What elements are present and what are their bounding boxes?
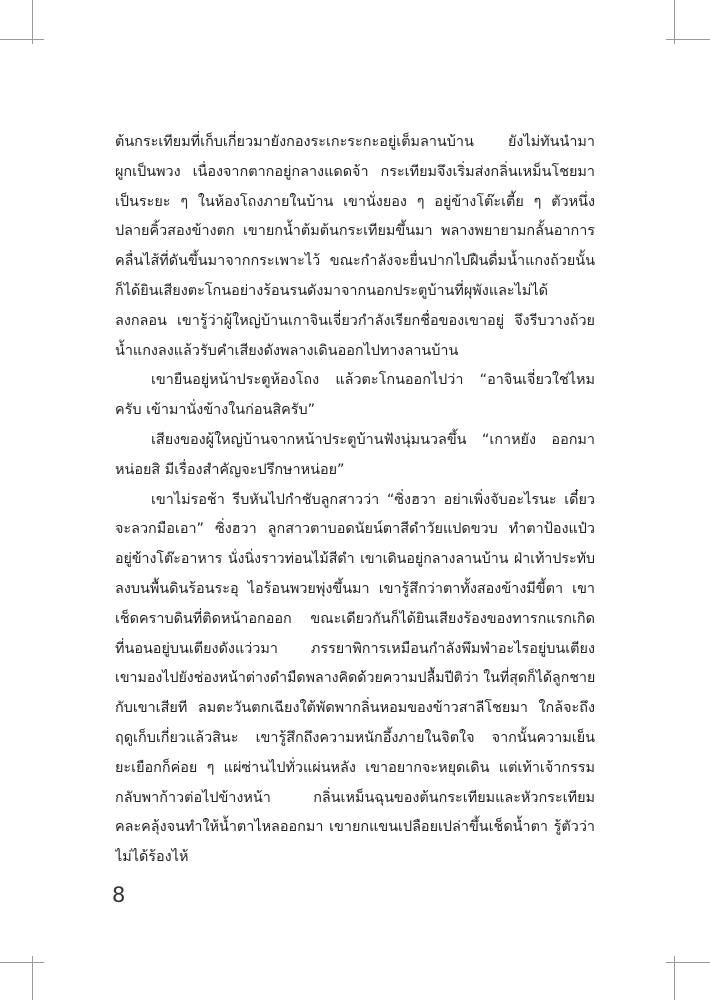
body-text <box>115 128 595 873</box>
text-line: เป็นระยะ ๆ ในห้องโถงภายในบ้าน เขานั่งยอง ๆ อยู่ข้างโต๊ะเตี้ย ๆ ตัวหนึ่ง <box>115 193 595 210</box>
text-line: กับเขาเสียที ลมตะวันตกเฉียงใต้พัดพากลิ่นหอมของข้าวสาลีโชยมา ใกล้จะถึง <box>115 700 595 717</box>
text-line: น้ำแกงลงแล้วรับคำเสียงดังพลางเดินออกไปทางลานบ้าน <box>115 342 459 359</box>
crop-mark-bottom-right-horizontal <box>666 962 710 963</box>
page-number: 8 <box>112 883 126 907</box>
text-line: ยะเยือกก็ค่อย ๆ แผ่ซ่านไปทั่วแผ่นหลัง เขาอยากจะหยุดเดิน แต่เท้าเจ้ากรรม <box>115 759 595 776</box>
text-line: คลื่นไส้ที่ดันขึ้นมาจากกระเพาะไว้ ขณะกำลังจะยื่นปากไปฝืนดื่มน้ำแกงถ้วยนั้น <box>115 253 595 270</box>
text-line: เสียงของผู้ใหญ่บ้านจากหน้าประตูบ้านฟังนุ่มนวลขึ้น “เกาหยัง ออกมา <box>151 431 595 448</box>
text-line: อยู่ข้างโต๊ะอาหาร นั่งนิ่งราวท่อนไม้สีดำ เขาเดินอยู่กลางลานบ้าน ฝ่าเท้าประทับ <box>115 551 595 568</box>
text-line: จะลวกมือเอา” ซิ่งฮวา ลูกสาวตาบอดนัยน์ตาสีดำวัยแปดขวบ ทำตาป้องแป๋ว <box>115 521 595 538</box>
crop-mark-top-left-vertical <box>32 0 33 44</box>
text-line: คละคลุ้งจนทำให้น้ำตาไหลออกมา เขายกแขนเปลือยเปล่าขึ้นเช็ดน้ำตา รู้ตัวว่า <box>115 819 595 836</box>
text-line: ผูกเป็นพวง เนื่องจากตากอยู่กลางแดดจ้า กระเทียมจึงเริ่มส่งกลิ่นเหม็นโชยมา <box>115 163 595 180</box>
crop-mark-top-right-horizontal <box>666 39 710 40</box>
text-line: ครับ เข้ามานั่งข้างในก่อนสิครับ” <box>115 402 316 419</box>
text-line: ลงบนพื้นดินร้อนระอุ ไอร้อนพวยพุ่งขึ้นมา เขารู้สึกว่าตาทั้งสองข้างมีขี้ตา เขา <box>115 580 595 597</box>
text-line: ลงกลอน เขารู้ว่าผู้ใหญ่บ้านเกาจินเจี่ยวกำลังเรียกชื่อของเขาอยู่ จึงรีบวางถ้วย <box>115 312 595 329</box>
crop-mark-top-right-vertical <box>674 0 675 44</box>
text-line: ฤดูเก็บเกี่ยวแล้วสินะ เขารู้สึกถึงความหนักอึ้งภายในจิตใจ จากนั้นความเย็น <box>115 729 595 746</box>
text-line: เขามองไปยังช่องหน้าต่างดำมืดพลางคิดด้วยความปลื้มปีติว่า ในที่สุดก็ได้ลูกชาย <box>115 670 595 687</box>
text-line: ที่นอนอยู่บนเตียงดังแว่วมา ภรรยาพิการเหมือนกำลังพึมพำอะไรอยู่บนเตียง <box>115 640 595 657</box>
text-line: ต้นกระเทียมที่เก็บเกี่ยวมายังกองระเกะระกะอยู่เต็มลานบ้าน ยังไม่ทันนำมา <box>115 134 595 150</box>
text-line: เขาไม่รอช้า รีบหันไปกำชับลูกสาวว่า “ซิ่งฮวา อย่าเพิ่งจับอะไรนะ เดี๋ยว <box>151 491 595 508</box>
crop-mark-bottom-left-horizontal <box>0 962 44 963</box>
text-line: เขายืนอยู่หน้าประตูห้องโถง แล้วตะโกนออกไปว่า “อาจินเจี่ยวใช่ไหม <box>151 372 595 389</box>
text-line: ก็ได้ยินเสียงตะโกนอย่างร้อนรนดังมาจากนอกประตูบ้านที่ผุพังและไม่ได้ <box>115 282 548 299</box>
text-line: หน่อยสิ มีเรื่องสำคัญจะปรึกษาหน่อย” <box>115 461 345 478</box>
text-line: ไม่ได้ร้องไห้ <box>115 849 189 866</box>
text-line: กลับพาก้าวต่อไปข้างหน้า กลิ่นเหม็นฉุนของต้นกระเทียมและหัวกระเทียม <box>115 789 595 806</box>
text-line: ปลายคิ้วสองข้างตก เขายกน้ำต้มต้นกระเทียมขึ้นมา พลางพยายามกลั้นอาการ <box>115 223 595 240</box>
text-line: เช็ดคราบดินที่ติดหน้าอกออก ขณะเดียวกันก็ได้ยินเสียงร้องของทารกแรกเกิด <box>115 610 595 627</box>
crop-mark-top-left-horizontal <box>0 39 44 40</box>
